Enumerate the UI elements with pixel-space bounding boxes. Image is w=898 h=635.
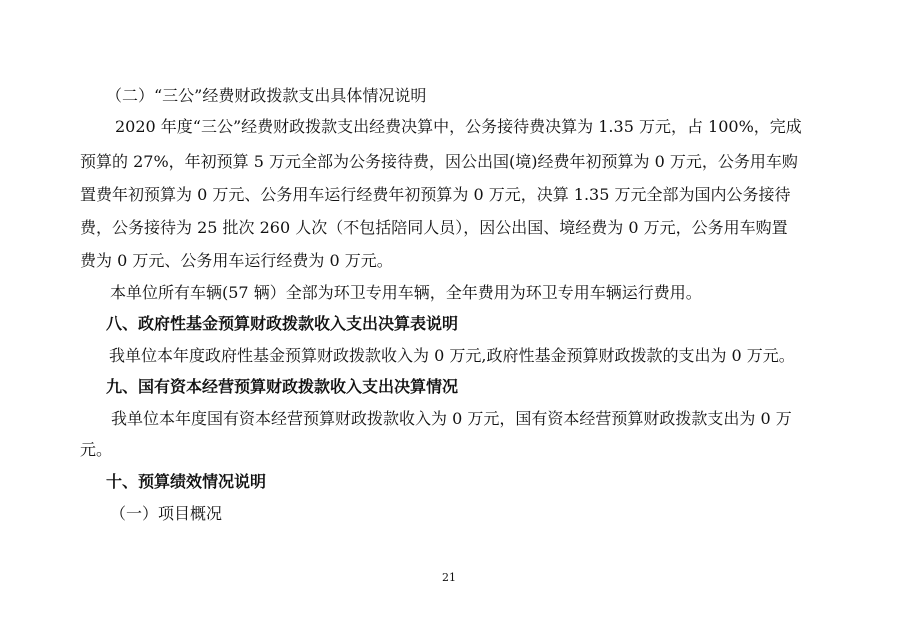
paragraph-line: 本单位所有车辆(57 辆）全部为环卫专用车辆，全年费用为环卫专用车辆运行费用。 bbox=[110, 283, 702, 302]
section-heading-state-capital: 九、国有资本经营预算财政拨款收入支出决算情况 bbox=[106, 377, 459, 396]
section-heading-government-fund: 八、政府性基金预算财政拨款收入支出决算表说明 bbox=[106, 314, 459, 333]
paragraph-line: 置费年初预算为 0 万元、公务用车运行经费年初预算为 0 万元，决算 1.35 万元全部为国内公务接待 bbox=[80, 185, 791, 204]
paragraph-line: 费，公务接待为 25 批次 260 人次（不包括陪同人员），因公出国、境经费为 0 万元，公务用车购置 bbox=[80, 218, 788, 237]
section-heading-performance: 十、预算绩效情况说明 bbox=[106, 472, 267, 491]
subsection-heading-three-public-expenses: （二）“三公”经费财政拨款支出具体情况说明 bbox=[106, 86, 427, 105]
paragraph-line: 预算的 27%，年初预算 5 万元全部为公务接待费，因公出国(境)经费年初预算为 0 万元，公务用车购 bbox=[80, 152, 798, 171]
subsection-heading-project-overview: （一）项目概况 bbox=[110, 504, 223, 523]
paragraph-line: 2020 年度“三公”经费财政拨款支出经费决算中，公务接待费决算为 1.35 万元，占 100%，完成 bbox=[115, 117, 802, 136]
paragraph-line: 我单位本年度政府性基金预算财政拨款收入为 0 万元,政府性基金预算财政拨款的支出为 0 万元。 bbox=[109, 346, 795, 365]
paragraph-line: 元。 bbox=[80, 440, 113, 459]
paragraph-line: 我单位本年度国有资本经营预算财政拨款收入为 0 万元，国有资本经营预算财政拨款支出为 0 万 bbox=[111, 409, 792, 428]
paragraph-line: 费为 0 万元、公务用车运行经费为 0 万元。 bbox=[80, 251, 393, 270]
page-number: 21 bbox=[442, 571, 456, 584]
